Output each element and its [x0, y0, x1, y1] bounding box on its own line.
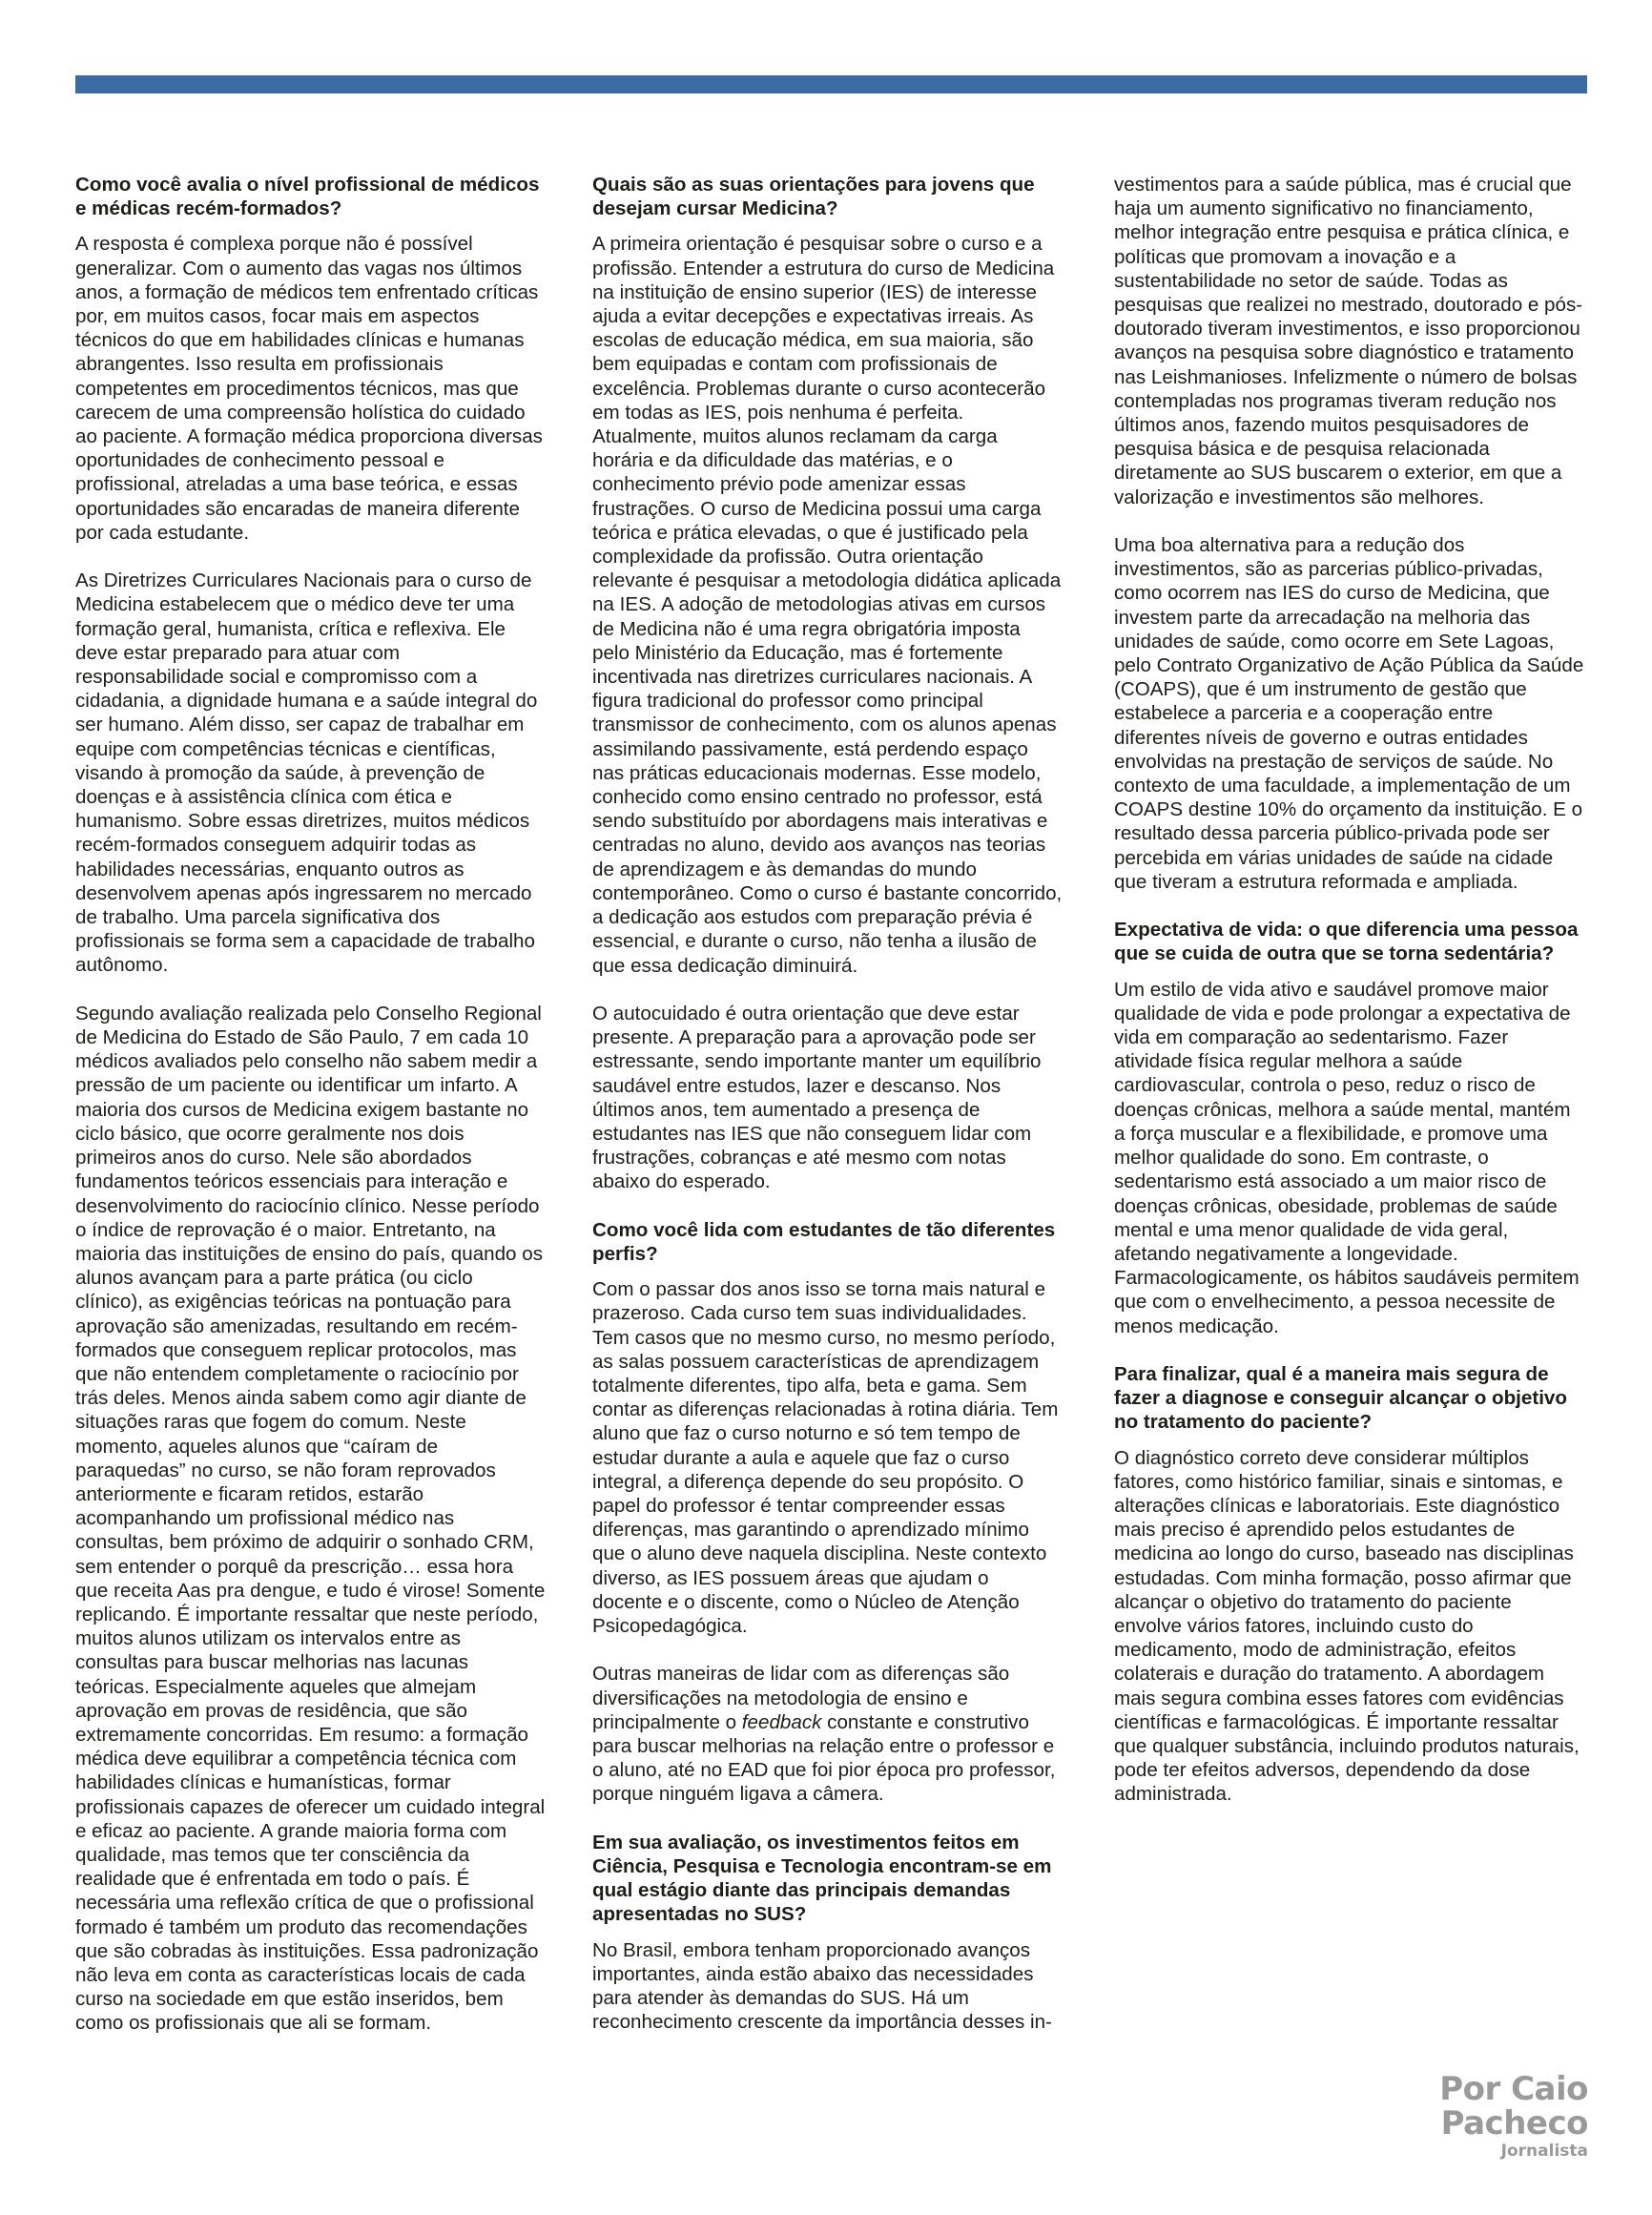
answer-paragraph: Uma boa alternativa para a redução dos investimentos, são as parcerias público-privadas, como ocorrem nas IES do curso de Medicina, que investem parte da arrecadação na melhoria das unidades de saúde, como ocorre em Sete Lagoas, pelo Contrato Organizativo de Ação Pública da Saúde (COAPS), que é um instrumento de gestão que estabelece a parceria e a cooperação entre diferentes níveis de governo e outras entidades envolvidas na prestação de serviços de saúde. No contexto de uma faculdade, a implementação de um COAPS destine 10% do orçamento da instituição. E o resultado dessa parceria público-privada pode ser percebida em várias unidades de saúde na cidade que tiveram a estrutura reformada e ampliada. [1114, 534, 1584, 893]
answer-paragraph: Segundo avaliação realizada pelo Conselho Regional de Medicina do Estado de São Paulo, 7 em cada 10 médicos avaliados pelo conselho não sabem medir a pressão de um paciente ou identificar um infarto. A maioria dos cursos de Medicina exigem bastante no ciclo básico, que ocorre geralmente nos dois primeiros anos do curso. Nele são abordados fundamentos teóricos essenciais para interação e desenvolvimento do raciocínio clínico. Nesse período o índice de reprovação é o maior. Entretanto, na maioria das instituições de ensino do país, quando os alunos avançam para a parte prática (ou ciclo clínico), as exigências teóricas na pontuação para aprovação são amenizadas, resultando em recém-formados que conseguem replicar protocolos, mas que não entendem completamente o raciocínio por trás deles. Menos ainda sabem como agir diante de situações raras que fogem do comum. Neste momento, aqueles alunos que “caíram de paraquedas” no curso, se não foram reprovados anteriormente e ficaram retidos, estarão acompanhando um profissional médico nas consultas, bem próximo de adquirir o sonhado CRM, sem entender o porquê da prescrição… essa hora que receita Aas pra dengue, e tudo é virose! Somente replicando. É importante ressaltar que neste período, muitos alunos utilizam os intervalos entre as consultas para buscar melhorias nas lacunas teóricas. Especialmente aqueles que almejam aprovação em provas de residência, que são extremamente concorridas. Em resumo: a formação médica deve equilibrar a competência técnica com habilidades clínicas e humanísticas, formar profissionais capazes de oferecer um cuidado integral e eficaz ao paciente. A grande maioria forma com qualidade, mas temos que ter consciência da realidade que é enfrentada em todo o país. É necessária uma reflexão crítica de que o profissional formado é também um produto das recomendações que são cobradas às instituições. Essa padronização não leva em conta as características locais de cada curso na sociedade em que estão inseridos, bem como os profissionais que ali se formam. [75, 1002, 546, 2035]
answer-paragraph: Com o passar dos anos isso se torna mais natural e prazeroso. Cada curso tem suas individualidades. Tem casos que no mesmo curso, no mesmo período, as salas possuem características de aprendizagem totalmente diferentes, tipo alfa, beta e gama. Sem contar as diferenças relacionadas à rotina diária. Tem aluno que faz o curso noturno e só tem tempo de estudar durante a aula e aquele que faz o curso integral, a diferença depende do seu propósito. O papel do professor é tentar compreender essas diferenças, mas garantindo o aprendizado mínimo que o aluno deve naquela disciplina. Neste contexto diverso, as IES possuem áreas que ajudam o docente e o discente, como o Núcleo de Atenção Psicopedagógica. [592, 1278, 1059, 1637]
question-heading: Expectativa de vida: o que diferencia uma pessoa que se cuida de outra que se torna sedentária? [1114, 919, 1579, 965]
emphasis-term: feedback [741, 1710, 822, 1733]
answer-paragraph: A primeira orientação é pesquisar sobre o curso e a profissão. Entender a estrutura do curso de Medicina na instituição de ensino superior (IES) de interesse ajuda a evitar decepções e expectativas irreais. As escolas de educação médica, em sua maioria, são bem equipadas e contam com profissionais de excelência. Problemas durante o curso acontecerão em todas as IES, pois nenhuma é perfeita. Atualmente, muitos alunos reclamam da carga horária e da dificuldade das matérias, e o conhecimento prévio pode amenizar essas frustrações. O curso de Medicina possui uma carga teórica e prática elevadas, o que é justificado pela complexidade da profissão. Outra orientação relevante é pesquisar a metodologia didática aplicada na IES. A adoção de metodologias ativas em cursos de Medicina não é uma regra obrigatória imposta pelo Ministério da Educação, mas é fortemente incentivada nas diretrizes curriculares nacionais. A figura tradicional do professor como principal transmissor de conhecimento, com os alunos apenas assimilando passivamente, está perdendo espaço nas práticas educacionais modernas. Esse modelo, conhecido como ensino centrado no professor, está sendo substituído por abordagens mais interativas e centradas no aluno, devido aos avanços nas teorias de aprendizagem e às demandas do mundo contemporâneo. Como o curso é bastante concorrido, a dedicação aos estudos com preparação prévia é essencial, e durante o curso, não tenha a ilusão de que essa dedicação diminuirá. [592, 233, 1063, 977]
answer-paragraph: vestimentos para a saúde pública, mas é crucial que haja um aumento significativo no financiamento, melhor integração entre pesquisa e prática clínica, e políticas que promovam a inovação e a sustentabilidade no setor de saúde. Todas as pesquisas que realizei no mestrado, doutorado e pós-doutorado tiveram investimentos, e isso proporcionou avanços na pesquisa sobre diagnóstico e tratamento nas Leishmanioses. Infelizmente o número de bolsas contempladas nos programas tiveram redução nos últimos anos, fazendo muitos pesquisadores de pesquisa básica e de pesquisa relacionada diretamente ao SUS buscarem o exterior, em que a valorização e investimentos são melhores. [1114, 174, 1583, 508]
answer-paragraph: A resposta é complexa porque não é possível generalizar. Com o aumento das vagas nos últimos anos, a formação de médicos tem enfrentado críticas por, em muitos casos, focar mais em aspectos técnicos do que em habilidades clínicas e humanas abrangentes. Isso resulta em profissionais competentes em procedimentos técnicos, mas que carecem de uma compreensão holística do cuidado ao paciente. A formação médica proporciona diversas oportunidades de conhecimento pessoal e profissional, atreladas a uma base teórica, e essas oportunidades são encaradas de maneira diferente por cada estudante. [75, 233, 543, 544]
answer-paragraph [592, 1662, 1063, 1806]
answer-paragraph: No Brasil, embora tenham proporcionado avanços importantes, ainda estão abaixo das necessidades para atender às demandas do SUS. Há um reconhecimento crescente da importância desses in- [592, 1938, 1052, 2034]
question-heading: Quais são as suas orientações para jovens que desejam cursar Medicina? [592, 174, 1035, 220]
question-heading: Como você avalia o nível profissional de médicos e médicas recém-formados? [75, 174, 540, 220]
author-signature [1439, 2072, 1588, 2162]
question-heading: Para finalizar, qual é a maneira mais segura de fazer a diagnose e conseguir alcançar o objetivo no tratamento do paciente? [1114, 1362, 1567, 1434]
author-role: Jornalista [1500, 2142, 1588, 2161]
article-column-2 [592, 173, 1063, 2034]
answer-paragraph: Um estilo de vida ativo e saudável promove maior qualidade de vida e pode prolongar a expectativa de vida em comparação ao sedentarismo. Fazer atividade física regular melhora a saúde cardiovascular, controla o peso, reduz o risco de doenças crônicas, melhora a saúde mental, mantém a força muscular e a flexibilidade, e promove uma melhor qualidade do sono. Em contraste, o sedentarismo está associado a um maior risco de doenças crônicas, obesidade, problemas de saúde mental e uma menor qualidade de vida geral, afetando negativamente a longevidade. Farmacologicamente, os hábitos saudáveis permitem que com o envelhecimento, a pessoa necessite de menos medicação. [1114, 978, 1580, 1337]
paragraph-text: Outras maneiras de lidar com as diferenças são diversificações na metodologia de ensino e principalmente o [592, 1663, 1010, 1733]
answer-paragraph: As Diretrizes Curriculares Nacionais para o curso de Medicina estabelecem que o médico deve ter uma formação geral, humanista, crítica e reflexiva. Ele deve estar preparado para atuar com responsabilidade social e compromisso com a cidadania, a dignidade humana e a saúde integral do ser humano. Além disso, ser capaz de trabalhar em equipe com competências técnicas e científicas, visando à promoção da saúde, à prevenção de doenças e à assistência clínica com ética e humanismo. Sobre essas diretrizes, muitos médicos recém-formados conseguem adquirir todas as habilidades necessárias, enquanto outros as desenvolvem apenas após ingressarem no mercado de trabalho. Uma parcela significativa dos profissionais se forma sem a capacidade de trabalho autônomo. [75, 569, 538, 977]
top-accent-bar [75, 75, 1587, 93]
author-name-line2: Pacheco [1440, 2104, 1588, 2143]
question-heading: Em sua avaliação, os investimentos feitos em Ciência, Pesquisa e Tecnologia encontram-se em qual estágio diante das principais demandas apresentadas no SUS? [592, 1831, 1052, 1926]
article-column-1 [75, 173, 546, 2036]
paragraph-text: constante e construtivo para buscar melhorias na relação entre o professor e o aluno, até no EAD que foi pior época pro professor, porque ninguém ligava a câmera. [592, 1710, 1056, 1806]
answer-paragraph: O autocuidado é outra orientação que deve estar presente. A preparação para a aprovação pode ser estressante, sendo importante manter um equilíbrio saudável entre estudos, lazer e descanso. Nos últimos anos, tem aumentado a presença de estudantes nas IES que não conseguem lidar com frustrações, cobranças e até mesmo com notas abaixo do esperado. [592, 1002, 1042, 1193]
answer-paragraph: O diagnóstico correto deve considerar múltiplos fatores, como histórico familiar, sinais e sintomas, e alterações clínicas e laboratoriais. Este diagnóstico mais preciso é aprendido pelos estudantes de medicina ao longo do curso, baseado nas disciplinas estudadas. Com minha formação, posso afirmar que alcançar o objetivo do tratamento do paciente envolve vários fatores, incluindo custo do medicamento, modo de administração, efeitos colaterais e duração do tratamento. A abordagem mais segura combina esses fatores com evidências científicas e farmacológicas. É importante ressaltar que qualquer substância, incluindo produtos naturais, pode ter efeitos adversos, dependendo da dose administrada. [1114, 1446, 1580, 1806]
article-column-3 [1114, 173, 1584, 1807]
question-heading: Como você lida com estudantes de tão diferentes perfis? [592, 1218, 1056, 1265]
author-name-line1: Por Caio [1439, 2070, 1588, 2108]
